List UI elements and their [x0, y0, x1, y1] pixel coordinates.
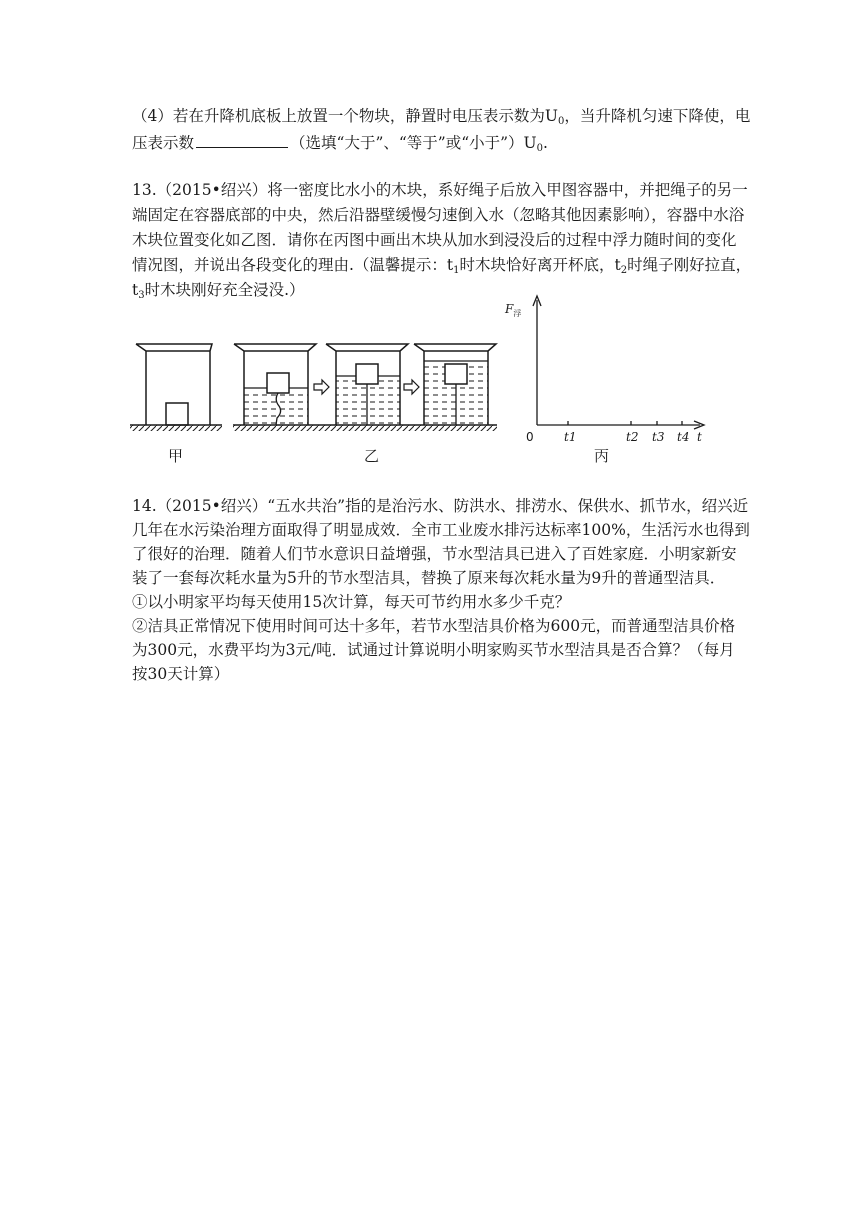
q14-line4: 装了一套每次耗水量为5升的节水型洁具，替换了原来每次耗水量为9升的普通型洁具．	[132, 569, 726, 587]
q13-line5-b: 时木块刚好充全浸没.）	[144, 281, 305, 299]
q13-sub-t2: 2	[620, 265, 628, 276]
container-yi-2	[326, 344, 408, 425]
label-jia: 甲	[168, 447, 184, 465]
q14-line1: 14.（2015•绍兴）“五水共治”指的是治污水、防洪水、排涝水、保供水、抓节水，绍兴近	[132, 497, 749, 515]
q13-line4-a: 情况图，并说出各段变化的理由.（温馨提示：t	[132, 256, 454, 274]
q14-line8: 按30天计算）	[132, 665, 230, 683]
label-yi: 乙	[364, 447, 380, 465]
tick-t2: t2	[626, 430, 639, 444]
tick-t4: t4	[677, 430, 690, 444]
q13-sub-t1: 1	[453, 265, 460, 276]
q12-part4-text-c: 压表示数	[132, 134, 195, 152]
q13-line4-c: 时绳子刚好拉直，	[627, 256, 752, 274]
graph-axes	[533, 296, 704, 429]
q12-part4-sub: 0	[557, 116, 565, 127]
q14-line6: ②洁具正常情况下使用时间可达十多年，若节水型洁具价格为600元，而普通型洁具价格	[132, 617, 736, 635]
q12-part4-text-d: （选填“大于”、“等于”或“小于”）U	[290, 134, 537, 152]
tick-t1: t1	[564, 430, 577, 444]
q14-line2: 几年在水污染治理方面取得了明显成效．全市工业废水排污达标率100%，生活污水也得到	[132, 521, 750, 539]
q12-part4-text-b: ，当升降机匀速下降使，电	[564, 107, 751, 125]
q14-line3: 了很好的治理．随着人们节水意识日益增强，节水型洁具已进入了百姓家庭．小明家新安	[132, 545, 737, 563]
ground-yi	[233, 425, 497, 431]
q12-part4-text-e: .	[543, 134, 548, 152]
q13-line3: 木块位置变化如乙图．请你在丙图中画出木块从加水到浸没后的过程中浮力随时间的变化	[132, 231, 737, 249]
q14-line5: ①以小明家平均每天使用15次计算，每天可节约用水多少千克？	[132, 593, 571, 611]
container-yi-1	[234, 344, 316, 425]
container-yi-3	[414, 344, 496, 425]
container-jia	[136, 344, 212, 425]
ground-jia	[130, 425, 222, 431]
q12-part4-text-a: （4）若在升降机底板上放置一个物块，静置时电压表示数为U	[132, 107, 558, 125]
q13-sub-t3: 3	[138, 290, 145, 301]
tick-t3: t3	[652, 430, 665, 444]
q14-line7: 为300元，水费平均为3元/吨．试通过计算说明小明家购买节水型洁具是否合算？（每月	[132, 641, 735, 659]
origin-label: 0	[526, 430, 534, 444]
q12-part4-sub2: 0	[536, 143, 543, 154]
arrow-right-icon	[404, 380, 419, 394]
axis-y-label: $F_浮$	[505, 302, 522, 318]
arrow-right-icon	[314, 380, 329, 394]
label-bing: 丙	[594, 447, 610, 465]
q13-line5-a: t	[132, 281, 139, 299]
q13-line1: 13.（2015•绍兴）将一密度比水小的木块，系好绳子后放入甲图容器中，并把绳子的另一	[132, 181, 748, 199]
q13-line4-b: 时木块恰好离开杯底，t	[459, 256, 621, 274]
q13-line2: 端固定在容器底部的中央，然后沿器壁缓慢匀速倒入水（忽略其他因素影响），容器中水浴	[132, 206, 745, 224]
axis-x-label: t	[697, 430, 702, 444]
